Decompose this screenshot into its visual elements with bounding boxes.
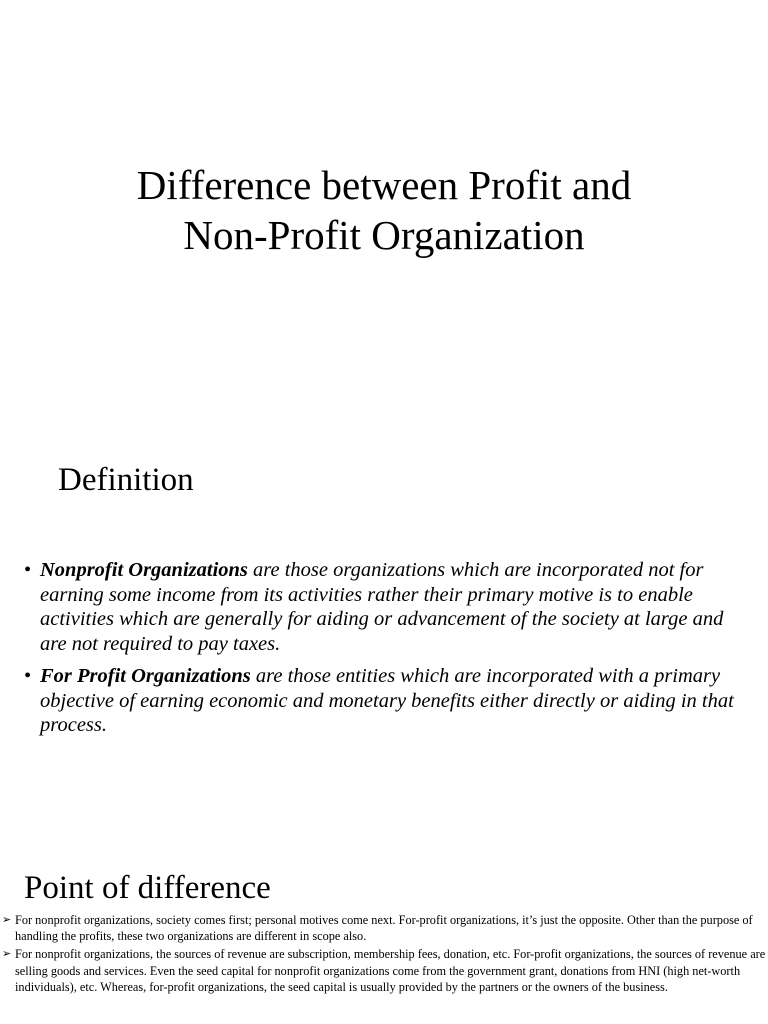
bullet-icon: •: [24, 559, 32, 581]
point-of-difference-heading: Point of difference: [24, 870, 271, 906]
arrow-bullet-icon: ➢: [2, 914, 12, 926]
definition-term: For Profit Organizations: [40, 665, 251, 687]
arrow-bullet-icon: ➢: [2, 948, 12, 961]
definition-slide: [0, 430, 768, 850]
definition-item-forprofit: [24, 664, 746, 738]
difference-text: For nonprofit organizations, the sources of revenue are subscription, membership fees, donation, etc. For-profit organizations, the sources of revenue are selling goods and services. Even the seed capital for nonprofit organizations come from the government grant, donations from HNI (high net-worth individuals), etc. Whereas, for-profit organizations, the seed capital is usually provided by the partners or the owners of the business.: [15, 947, 766, 994]
definition-text: are those entities which are incorporated with a primary objective of earning economic and monetary benefits either directly or aiding in that process.: [40, 665, 734, 736]
page-title: [0, 160, 768, 260]
difference-item: [0, 912, 768, 944]
title-slide: [0, 0, 768, 430]
definition-text: are those organizations which are incorporated not for earning some income from its activities rather their primary motive is to enable activities which are generally for aiding or advancement of the society at large and are not required to pay taxes.: [40, 559, 724, 655]
title-line-2: Non-Profit Organization: [183, 212, 585, 258]
title-line-1: Difference between Profit and: [136, 162, 632, 208]
difference-text: For nonprofit organizations, society comes first; personal motives come next. For-profit organizations, it’s just the opposite. Other than the purpose of handling the profits, these two organizations are different in scope also.: [15, 913, 753, 944]
definition-term: Nonprofit Organizations: [40, 559, 248, 581]
definition-list: [24, 558, 746, 746]
point-of-difference-slide: [0, 850, 768, 1024]
difference-list: [0, 912, 768, 997]
difference-item: [0, 946, 768, 995]
bullet-icon: •: [24, 665, 32, 687]
definition-item-nonprofit: [24, 558, 746, 656]
definition-heading: Definition: [58, 462, 194, 498]
